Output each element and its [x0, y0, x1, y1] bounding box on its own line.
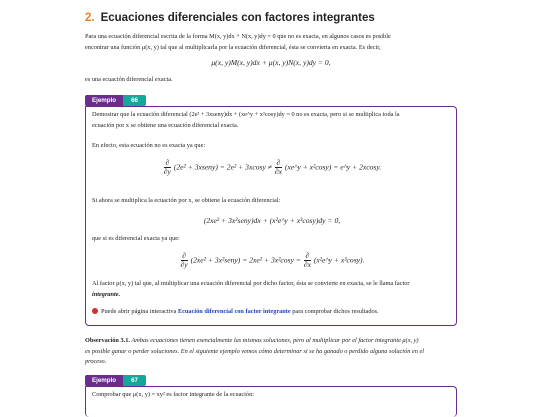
example-66-statement: [92, 110, 452, 131]
frac-den: ∂y: [163, 167, 171, 176]
interactive-page-link[interactable]: Ecuación diferencial con factor integrante: [177, 308, 291, 315]
frac-num: ∂: [276, 158, 281, 167]
partial-y-fraction-2: [181, 252, 188, 269]
example-66-box: [85, 106, 457, 326]
section-number: 2.: [85, 12, 95, 24]
frac-den: ∂x: [303, 260, 311, 269]
observation-paragraph: [85, 336, 457, 368]
partial-x-fraction-2: [304, 252, 311, 269]
equation-partials-2: [92, 252, 452, 269]
intro-paragraph: [85, 32, 457, 53]
partial-y-fraction: [164, 159, 171, 176]
example-number: 67: [123, 375, 146, 386]
equation-partials-1: [92, 159, 452, 176]
partial-x-fraction: [275, 159, 282, 176]
example-label: Ejemplo: [85, 375, 123, 386]
observation-line-1: Ambas ecuaciones tienen esencialmente las mismas soluciones, pero al multiplicar por el factor integrante μ(x, y): [131, 337, 419, 344]
frac-num: ∂: [305, 251, 310, 260]
example-66-tag: [85, 95, 146, 106]
intro-line-2: encontrar una función μ(x, y) tal que al multiplicarla por la ecuación diferencial, ésta se convierta en exacta. Es decir,: [85, 43, 381, 51]
factor-integrante-term: integrante.: [92, 290, 121, 298]
eq3-left: (2xe² + 3x²seny) = 2xe² + 3x²cosy =: [190, 255, 301, 265]
link-prefix: Puede abrir página interactiva: [101, 308, 177, 315]
frac-num: ∂: [182, 251, 186, 260]
frac-num: ∂: [165, 158, 170, 167]
exact-text: que si es diferencial exacta ya que:: [92, 235, 180, 242]
example-67-tag: [85, 375, 146, 386]
eq1-right: (xe^y + x²cosy) = e^y + 2xcosy.: [284, 162, 382, 172]
example-67-box: [85, 386, 457, 417]
observation-label: Observación 3.1.: [85, 337, 130, 344]
equation-multiplied: (2xe² + 3x²seny)dx + (x²e^y + x³cosy)dy = 0,: [203, 216, 341, 225]
eq3-right: (x²e^y + x³cosy).: [313, 255, 365, 265]
observation-line-3: proceso.: [85, 358, 107, 365]
link-suffix: para comprobar dichos resultados.: [292, 308, 379, 315]
example-67-statement: Comprobar que μ(x, y) = xy² es factor integrante de la ecuación:: [92, 391, 254, 398]
section-title-text: Ecuaciones diferenciales con factores integrantes: [100, 12, 375, 24]
interactive-note: [92, 307, 452, 318]
intro-equation: μ(x, y)M(x, y)dx + μ(x, y)N(x, y)dy = 0,: [211, 58, 331, 67]
intro-after: es una ecuación diferencial exacta.: [85, 76, 173, 83]
frac-den: ∂x: [274, 167, 282, 176]
eq1-left: (2e² + 3xseny) = 2e² + 3xcosy ≠: [173, 162, 272, 172]
observation-line-2: es posible ganar o perder soluciones. En el siguiente ejemplo vemos cómo determinar si se ha ganado o perdido alguna solución en el: [85, 347, 424, 355]
section-title: [85, 12, 375, 24]
multiply-text: Si ahora se multiplica la ecuación por x, se obtiene la ecuación diferencial:: [92, 197, 281, 204]
example-number: 66: [123, 95, 146, 106]
statement-line-1: Demostrar que la ecuación diferencial (2e² + 3xseny)dx + (xe^y + x²cosy)dy = 0 no es exacta, pero si se multiplica toda la: [92, 111, 400, 118]
statement-line-2: ecuación por x se obtiene una ecuación diferencial exacta.: [92, 121, 239, 129]
conclusion-text: [92, 279, 452, 300]
example-label: Ejemplo: [85, 95, 123, 106]
info-icon: [92, 308, 98, 314]
intro-line-1: Para una ecuación diferencial escrita de la forma M(x, y)dx + N(x, y)dy = 0 que no es exacta, en algunos casos es posible: [85, 33, 391, 40]
frac-den: ∂y: [180, 260, 188, 269]
not-exact-text: En efecto, esta ecuación no es exacta ya que:: [92, 142, 206, 149]
conclusion-line: Al factor μ(x, y) tal que, al multiplicar una ecuación diferencial por dicho factor, ésta se convierte en exacta, se le llama factor: [92, 280, 410, 287]
